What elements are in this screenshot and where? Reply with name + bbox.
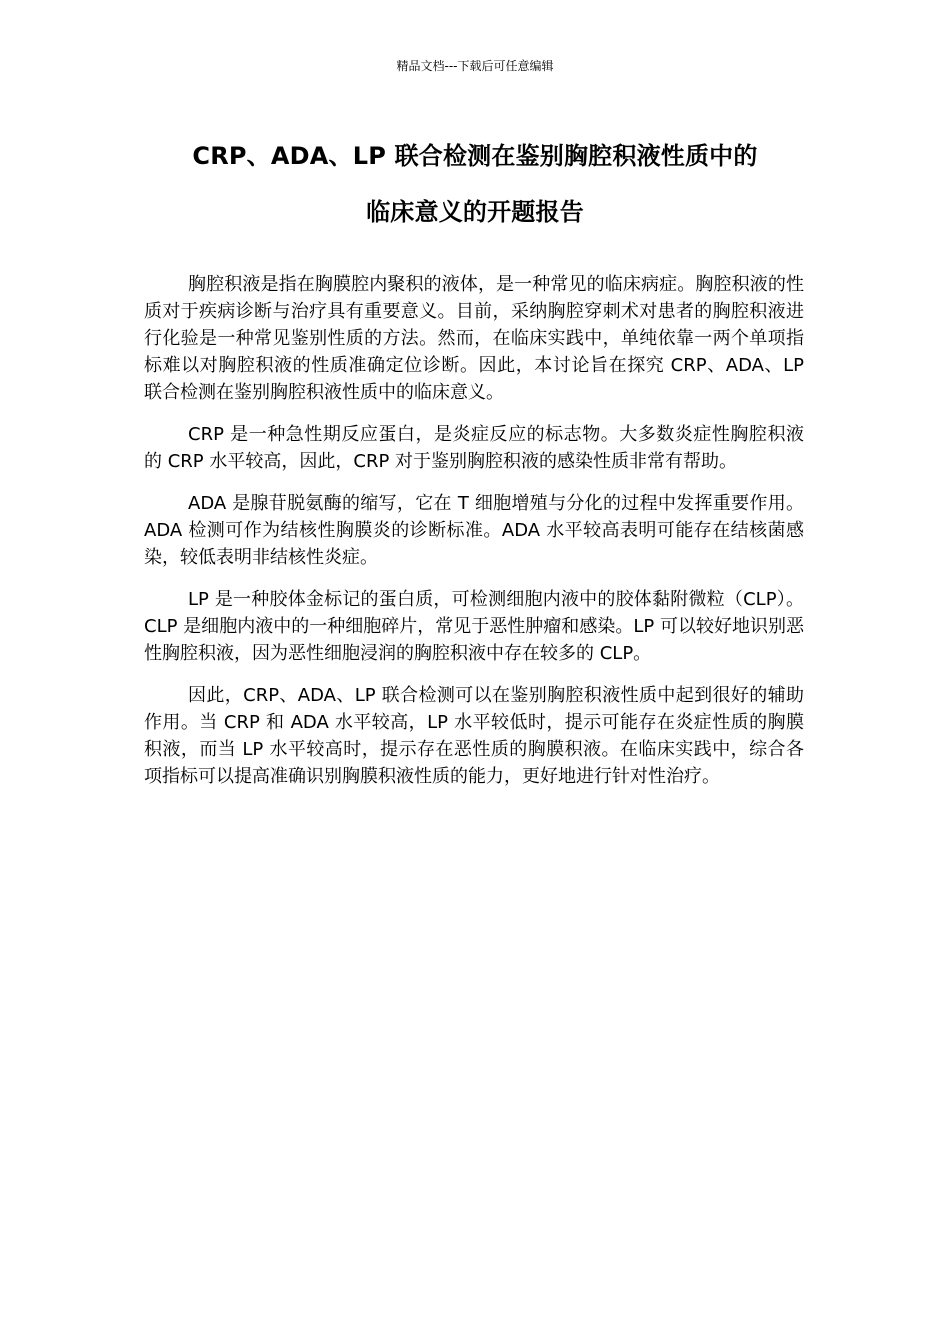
- document-body: [144, 271, 804, 805]
- paragraph-lp: LP 是一种胶体金标记的蛋白质，可检测细胞内液中的胶体黏附微粒（CLP）。CLP 是细胞内液中的一种细胞碎片，常见于恶性肿瘤和感染。LP 可以较好地识别恶性胸腔积液，因为恶性细胞浸润的胸腔积液中存在较多的 CLP。: [144, 589, 804, 664]
- document-title: [120, 128, 830, 240]
- header-note: 精品文档---下载后可任意编辑: [396, 59, 554, 73]
- paragraph-ada: ADA 是腺苷脱氨酶的缩写，它在 T 细胞增殖与分化的过程中发挥重要作用。ADA 检测可作为结核性胸膜炎的诊断标准。ADA 水平较高表明可能存在结核菌感染，较低表明非结核性炎症。: [144, 493, 804, 568]
- title-line-1: CRP、ADA、LP 联合检测在鉴别胸腔积液性质中的: [192, 142, 758, 170]
- title-line-2: 临床意义的开题报告: [366, 198, 584, 226]
- paragraph-intro: 胸腔积液是指在胸膜腔内聚积的液体，是一种常见的临床病症。胸腔积液的性质对于疾病诊断与治疗具有重要意义。目前，采纳胸腔穿刺术对患者的胸腔积液进行化验是一种常见鉴别性质的方法。然而，在临床实践中，单纯依靠一两个单项指标难以对胸腔积液的性质准确定位诊断。因此，本讨论旨在探究 CRP、ADA、LP 联合检测在鉴别胸腔积液性质中的临床意义。: [144, 274, 804, 403]
- paragraph-conclusion: 因此，CRP、ADA、LP 联合检测可以在鉴别胸腔积液性质中起到很好的辅助作用。当 CRP 和 ADA 水平较高，LP 水平较低时，提示可能存在炎症性质的胸膜积液，而当 LP 水平较高时，提示存在恶性质的胸膜积液。在临床实践中，综合各项指标可以提高准确识别胸膜积液性质的能力，更好地进行针对性治疗。: [144, 685, 804, 787]
- paragraph-crp: CRP 是一种急性期反应蛋白，是炎症反应的标志物。大多数炎症性胸腔积液的 CRP 水平较高，因此，CRP 对于鉴别胸腔积液的感染性质非常有帮助。: [144, 424, 804, 472]
